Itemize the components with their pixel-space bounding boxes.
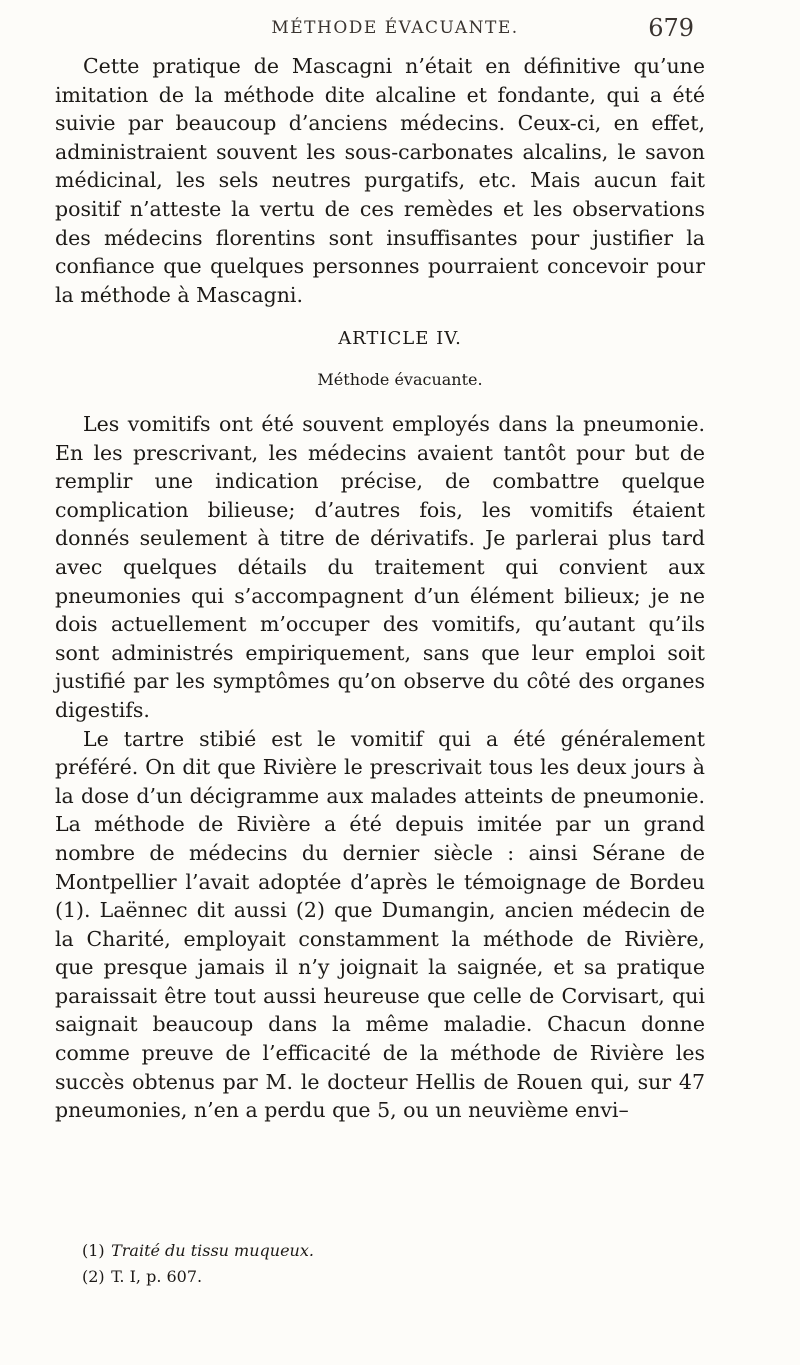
footnote-mark: (1) xyxy=(82,1241,105,1260)
body-paragraph-2: Le tartre stibié est le vomitif qui a été généralement préféré. On dit que Rivière le prescrivait tous les deux jours à la dose d’un décigramme aux malades atteints de pneumonie. La méthode de Rivière a été depuis imitée par un grand nombre de médecins du dernier siècle : ainsi Sérane de Montpellier l’avait adoptée d’après le témoignage de Bordeu (1). Laënnec dit aussi (2) que Dumangin, ancien médecin de la Charité, employait constamment la méthode de Rivière, que presque jamais il n’y joignait la saignée, et sa pratique paraissait être tout aussi heureuse que celle de Corvisart, qui saignait beaucoup dans la même maladie. Chacun donne comme preuve de l’efficacité de la méthode de Rivière les succès obtenus par M. le docteur Hellis de Rouen qui, sur 47 pneumonies, n’en a perdu que 5, ou un neuvième envi– xyxy=(55,726,705,1123)
page-number: 679 xyxy=(648,14,694,42)
intro-section xyxy=(55,52,705,309)
body-section xyxy=(55,410,705,1125)
article-heading: ARTICLE IV. xyxy=(338,328,462,349)
footnote-text: Traité du tissu muqueux. xyxy=(111,1241,314,1260)
running-title: MÉTHODE ÉVACUANTE. xyxy=(271,18,519,38)
footnote-mark: (2) xyxy=(82,1267,105,1286)
footnote-1 xyxy=(82,1238,702,1264)
footnote-text: T. I, p. 607. xyxy=(111,1267,203,1286)
article-subheading: Méthode évacuante. xyxy=(317,370,483,389)
body-paragraph-1: Les vomitifs ont été souvent employés dans la pneumonie. En les prescrivant, les médecins avaient tantôt pour but de remplir une indication précise, de combattre quelque complication bilieuse; d’autres fois, les vomitifs étaient donnés seulement à titre de dérivatifs. Je parlerai plus tard avec quelques détails du traitement qui convient aux pneumonies qui s’accompagnent d’un élément bilieux; je ne dois actuellement m’occuper des vomitifs, qu’autant qu’ils sont administrés empiriquement, sans que leur emploi soit justifié par les symptômes qu’on observe du côté des organes digestifs. xyxy=(55,412,705,722)
intro-paragraph: Cette pratique de Mascagni n’était en définitive qu’une imitation de la méthode dite alcaline et fondante, qui a été suivie par beaucoup d’anciens médecins. Ceux-ci, en effet, administraient souvent les sous-carbonates alcalins, le savon médicinal, les sels neutres purgatifs, etc. Mais aucun fait positif n’atteste la vertu de ces remèdes et les observations des médecins florentins sont insuffisantes pour justifier la confiance que quelques personnes pourraient concevoir pour la méthode à Mascagni. xyxy=(55,54,705,307)
footnotes xyxy=(82,1238,702,1290)
footnote-2 xyxy=(82,1264,702,1290)
